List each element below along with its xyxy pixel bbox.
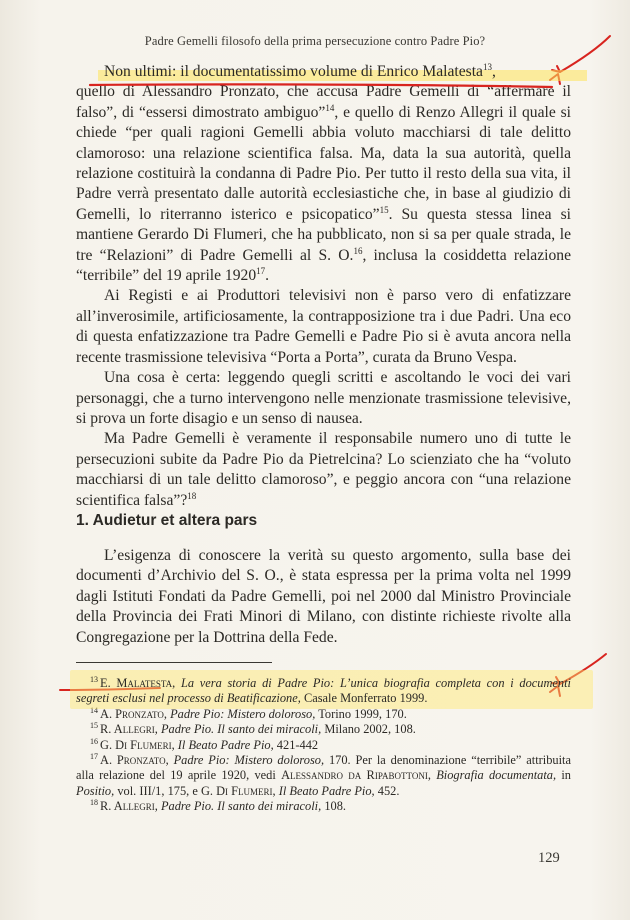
footnote-ref-17[interactable]: 17 (256, 265, 266, 276)
paragraph-5: L’esigenza di conoscere la verità su questo argomento, sulla base dei documenti d’Archivio del S. O., è stata espressa per la prima volta nel 1999 dagli Istituti Fondati da Padre Gemelli, poi nel 2000 dal Ministro Provinciale della Provincia dei Frati Minori di Milano, con distinte richieste rivolte alla Congregazione per la Dottrina della Fede. (76, 547, 571, 646)
footnote-17: $^{17}$ A. Pronzato, Padre Pio: Mistero doloroso, 170. Per la denominazione “terribile” attribuita alla relazione del 19 aprile 1920, vedi Alessandro da Ripabottoni, Biografia documentata, in Positio, vol. III/1, 175, e G. Di Flumeri, Il Beato Padre Pio, 452. (76, 751, 571, 798)
footnote-16: $^{16}$ G. Di Flumeri, Il Beato Padre Pio, 421-442 (90, 736, 319, 752)
footnote-separator (76, 662, 272, 663)
highlighted-line: Non ultimi: il documentatissimo volume di Enrico Malatesta$^{13}$, (76, 62, 571, 82)
footnote-ref-13[interactable]: 13 (482, 61, 492, 72)
body-text-section-1 (76, 546, 571, 648)
footnote-14: $^{14}$ A. Pronzato, Padre Pio: Mistero doloroso, Torino 1999, 170. (90, 705, 407, 721)
footnotes (76, 676, 571, 815)
paragraph-4: Ma Padre Gemelli è veramente il responsabile numero uno di tutte le persecuzioni subite da Padre Pio da Pietrelcina? Lo scienziato che ha “voluto macchiarsi di un tale delitto clamoroso”, e peggio ancora con “una relazione scientifica falsa”?$^{18}$ (76, 430, 571, 509)
footnote-ref-16[interactable]: 16 (353, 245, 363, 256)
body-text (76, 62, 571, 511)
paragraph-1: Non ultimi: il documentatissimo volume di Enrico Malatesta$^{13}$, quello di Alessandro Pronzato, che accusa Padre Gemelli di “affermare il falso”, di “essersi dimostrato ambiguo”$^{14}$, e quello di Renzo Allegri il quale si chiede “per quali ragioni Gemelli abbia voluto macchiarsi di tale delitto clamoroso: una relazione scientifica falsa. Ma, data la sua autorità, quella relazione costituirà la condanna di Padre Pio. Per tutto il resto della sua vita, il Padre verrà presentato dalle autorità ecclesiastiche che, in base al giudizio di Gemelli, lo riterranno isterico e psicopatico”$^{15}$. Su questa stessa linea si mantiene Gerardo Di Flumeri, che ha pubblicato, non si sa per quale strada, le tre “Relazioni” di Padre Gemelli al S. O.$^{16}$, inclusa la cosiddetta relazione “terribile” del 19 aprile 1920$^{17}$. (76, 61, 571, 285)
paragraph-2: Ai Registi e ai Produttori televisivi non è parso vero di enfatizzare all’inverosimile, artificiosamente, la contrapposizione tra i due Padri. Una eco di questa enfatizzazione tra Padre Gemelli e Padre Pio si è avuta ancora nella recente trasmissione televisiva “Porta a Porta”, curata da Bruno Vespa. (76, 287, 571, 366)
page-number: 129 (538, 850, 560, 866)
footnote-15: $^{15}$ R. Allegri, Padre Pio. Il santo dei miracoli, Milano 2002, 108. (90, 721, 416, 737)
running-head: Padre Gemelli filosofo della prima persecuzione contro Padre Pio? (144, 34, 486, 48)
footnote-18: $^{18}$ R. Allegri, Padre Pio. Il santo dei miracoli, 108. (90, 798, 346, 814)
footnote-ref-14[interactable]: 14 (325, 102, 335, 113)
footnote-ref-15[interactable]: 15 (379, 204, 389, 215)
footnote-ref-18[interactable]: 18 (187, 490, 197, 501)
footnote-13: $^{13}$ E. Malatesta, La vera storia di Padre Pio: L’unica biografia completa con i documenti segreti esclusi nel processo di Beatificazione, Casale Monferrato 1999. (76, 674, 572, 706)
paragraph-3: Una cosa è certa: leggendo quegli scritti e ascoltando le voci dei vari personaggi, che a turno intervengono nelle menzionate trasmissione televisive, si prova un forte disagio e un senso di nausea. (76, 369, 571, 427)
section-heading: 1. Audietur et altera pars (76, 512, 258, 529)
